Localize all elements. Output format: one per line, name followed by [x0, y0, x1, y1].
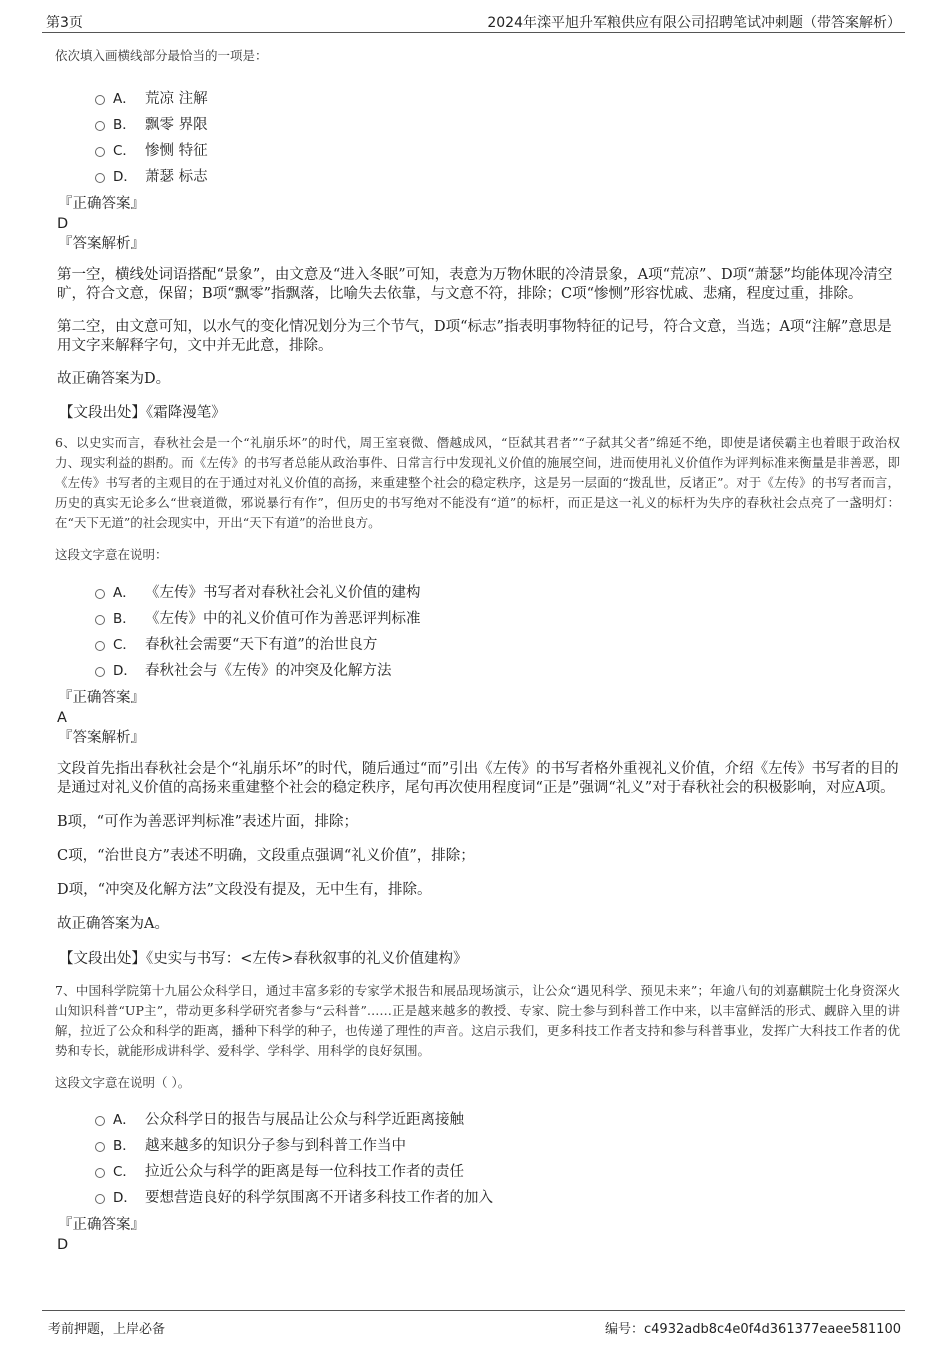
q6-answer: A [57, 710, 67, 726]
q7-text: 7、中国科学院第十九届公众科学日，通过丰富多彩的专家学术报告和展品现场演示，让公众“遇见科学、预见未来”；年逾八旬的刘嘉麒院士化身资深火山知识科普“UP主”，带动更多科学研究者参与“云科普”……正是越来越多的教授、专家、院士参与到科普工作中来，以丰富鲜活的形式、觑辟入里的讲解，拉近了公众和科学的距离，播种下科学的种子，也传递了理性的声音。这启示我们，更多科技工作者支持和参与科普事业，发挥广大科技工作者的优势和专长，就能形成讲科学、爱科学、学科学、用科学的良好氛围。 [55, 983, 900, 1058]
q7-option-b[interactable]: B． 越来越多的知识分子参与到科普工作当中 [95, 1133, 900, 1159]
q6-analysis-2: B项，“可作为善恶评判标准”表述片面，排除； [57, 814, 358, 830]
q5-option-b[interactable]: B． 飘零 界限 [95, 112, 900, 138]
q5-option-d[interactable]: D． 萧瑟 标志 [95, 164, 900, 190]
q6-analysis-label: 『答案解析』 [58, 730, 145, 746]
q6-option-b[interactable]: B． 《左传》中的礼义价值可作为善恶评判标准 [95, 606, 900, 632]
q7-answer-label: 『正确答案』 [58, 1217, 145, 1233]
footer-slogan: 考前押题，上岸必备 [48, 1322, 166, 1337]
document-title: 2024年滦平旭升军粮供应有限公司招聘笔试冲刺题（带答案解析） [487, 15, 901, 31]
q5-answer-label: 『正确答案』 [58, 196, 145, 212]
q6-analysis-4: D项，“冲突及化解方法”文段没有提及，无中生有，排除。 [57, 882, 432, 898]
q5-option-a[interactable]: A． 荒凉 注解 [95, 86, 900, 112]
q6-analysis-5: 故正确答案为A。 [57, 916, 169, 932]
q6-option-c[interactable]: C． 春秋社会需要“天下有道”的治世良方 [95, 632, 900, 658]
q6-option-d[interactable]: D． 春秋社会与《左传》的冲突及化解方法 [95, 658, 900, 684]
radio-icon[interactable] [95, 1168, 105, 1178]
q7-options [55, 1107, 900, 1211]
q7-answer: D [57, 1237, 69, 1253]
q7-option-c[interactable]: C． 拉近公众与科学的距离是每一位科技工作者的责任 [95, 1159, 900, 1185]
q5-prompt: 依次填入画横线部分最恰当的一项是： [55, 48, 268, 63]
radio-icon[interactable] [95, 589, 105, 599]
q5-option-c[interactable]: C． 惨恻 特征 [95, 138, 900, 164]
q6-options [55, 580, 900, 684]
radio-icon[interactable] [95, 121, 105, 131]
q6-text: 6、以史实而言，春秋社会是一个“礼崩乐坏”的时代，周王室衰微、僭越成风，“臣弑其君者”“子弑其父者”绵延不绝，即使是诸侯霸主也着眼于政治权力、现实利益的斟酌。而《左传》的书写者总能从政治事件、日常言行中发现礼义价值的施展空间，进而使用礼义价值作为评判标准来衡量是非善恶，即《左传》书写者的主观目的在于通过对礼义价值的高扬，来重建整个社会的稳定秩序，这是另一层面的“拨乱世，反诸正”。对于《左传》的书写者而言，历史的真实无论多么“世衰道微，邪说暴行有作”，但历史的书写绝对不能没有“道”的标杆，而正是这一礼义的标杆为失序的春秋社会点亮了一盏明灯：在“天下无道”的社会现实中，开出“天下有道”的治世良方。 [55, 435, 900, 530]
q7-prompt: 这段文字意在说明（ ）。 [55, 1075, 191, 1090]
page-header [42, 8, 905, 33]
radio-icon[interactable] [95, 667, 105, 677]
q6-source: 【文段出处】《史实与书写：<左传>春秋叙事的礼义价值建构》 [59, 951, 468, 967]
q5-analysis-3: 故正确答案为D。 [57, 371, 171, 387]
q6-prompt: 这段文字意在说明： [55, 547, 168, 562]
q5-answer: D [57, 216, 69, 232]
q6-analysis-3: C项，“治世良方”表述不明确，文段重点强调“礼义价值”，排除； [57, 848, 475, 864]
q7-option-d[interactable]: D． 要想营造良好的科学氛围离不开诸多科技工作者的加入 [95, 1185, 900, 1211]
q5-analysis-1: 第一空，横线处词语搭配“景象”，由文意及“进入冬眠”可知，表意为万物休眠的冷清景象，A项“荒凉”、D项“萧瑟”均能体现冷清空旷，符合文意，保留；B项“飘零”指飘落，比喻失去依靠，与文意不符，排除；C项“惨恻”形容忧戚、悲痛，程度过重，排除。 [57, 267, 893, 302]
page-number: 第3页 [46, 15, 83, 31]
radio-icon[interactable] [95, 95, 105, 105]
q7-option-a[interactable]: A． 公众科学日的报告与展品让公众与科学近距离接触 [95, 1107, 900, 1133]
radio-icon[interactable] [95, 615, 105, 625]
document-code: 编号：c4932adb8c4e0f4d361377eaee581100 [605, 1322, 901, 1337]
page-content [55, 45, 900, 1255]
radio-icon[interactable] [95, 147, 105, 157]
radio-icon[interactable] [95, 1116, 105, 1126]
q6-option-a[interactable]: A． 《左传》书写者对春秋社会礼义价值的建构 [95, 580, 900, 606]
q6-analysis-1: 文段首先指出春秋社会是个“礼崩乐坏”的时代，随后通过“而”引出《左传》的书写者格外重视礼义价值，介绍《左传》书写者的目的是通过对礼义价值的高扬来重建整个社会的稳定秩序，尾句再次使用程度词“正是”强调“礼义”对于春秋社会的积极影响，对应A项。 [57, 761, 899, 796]
q5-options [55, 86, 900, 190]
q5-analysis-2: 第二空，由文意可知，以水气的变化情况划分为三个节气，D项“标志”指表明事物特征的记号，符合文意，当选；A项“注解”意思是用文字来解释字句，文中并无此意，排除。 [57, 319, 892, 354]
radio-icon[interactable] [95, 641, 105, 651]
radio-icon[interactable] [95, 1194, 105, 1204]
q5-source: 【文段出处】《霜降漫笔》 [59, 405, 226, 421]
q5-analysis-label: 『答案解析』 [58, 236, 145, 252]
page-footer [42, 1310, 905, 1337]
radio-icon[interactable] [95, 1142, 105, 1152]
q6-answer-label: 『正确答案』 [58, 690, 145, 706]
radio-icon[interactable] [95, 173, 105, 183]
